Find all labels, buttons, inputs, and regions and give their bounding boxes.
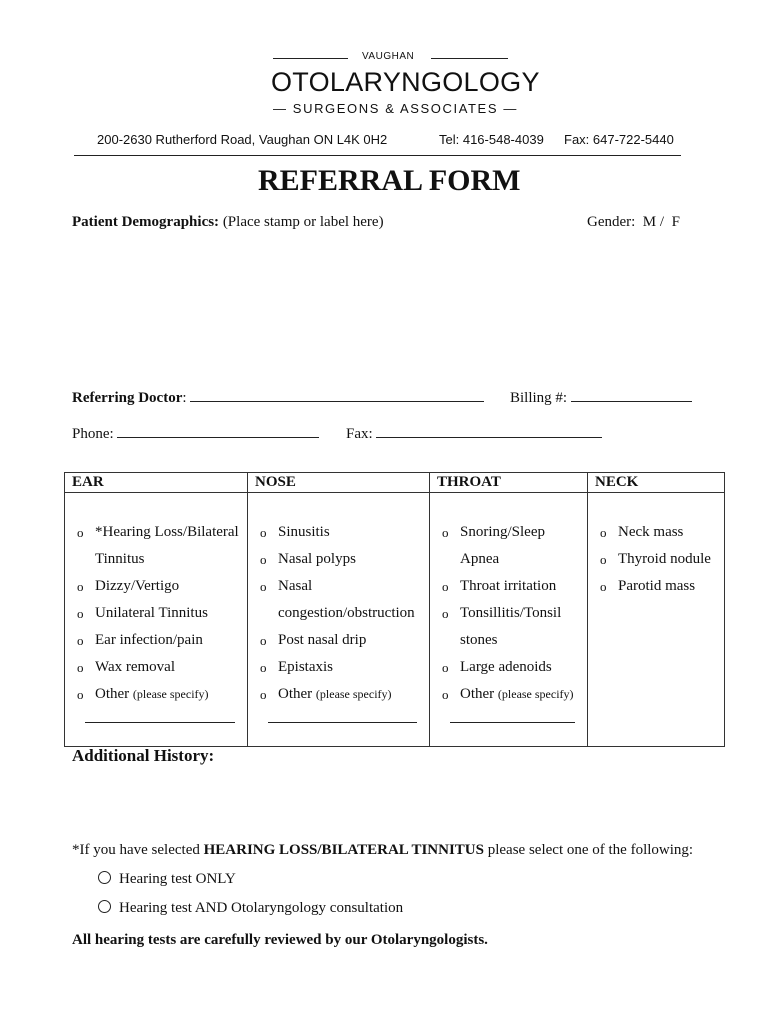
checkbox-icon[interactable]: o bbox=[600, 552, 607, 567]
billing-line bbox=[510, 389, 692, 407]
symptom-table bbox=[64, 472, 725, 747]
option-throat-other[interactable]: o Other (please specify) bbox=[442, 681, 583, 708]
additional-history-area[interactable] bbox=[72, 770, 692, 834]
option-parotid-mass[interactable]: o Parotid mass bbox=[600, 573, 720, 600]
header-nose: NOSE bbox=[248, 473, 430, 493]
ear-other-field[interactable] bbox=[85, 722, 235, 723]
billing-label: Billing #: bbox=[510, 390, 568, 406]
fax-label: Fax: bbox=[346, 426, 373, 442]
table-header-row bbox=[65, 473, 725, 493]
throat-other-field[interactable] bbox=[450, 722, 575, 723]
address-text: 200-2630 Rutherford Road, Vaughan ON L4K 0H2 bbox=[97, 132, 388, 147]
option-epistaxis[interactable]: o Epistaxis bbox=[260, 654, 425, 681]
phone-text: Tel: 416-548-4039 bbox=[439, 132, 544, 147]
header-divider bbox=[74, 155, 681, 156]
option-hearing-loss[interactable]: o *Hearing Loss/Bilateral Tinnitus bbox=[77, 519, 243, 573]
header-neck: NECK bbox=[588, 473, 725, 493]
hearing-instruction: *If you have selected HEARING LOSS/BILATERAL TINNITUS please select one of the following: bbox=[72, 842, 694, 858]
option-post-nasal-drip[interactable]: o Post nasal drip bbox=[260, 627, 425, 654]
logo-top-word: VAUGHAN bbox=[362, 51, 415, 62]
checkbox-icon[interactable]: o bbox=[77, 660, 84, 675]
logo-rule-left bbox=[273, 58, 348, 59]
checkbox-icon[interactable]: o bbox=[442, 579, 449, 594]
checkbox-icon[interactable]: o bbox=[77, 687, 84, 702]
phone-field[interactable] bbox=[117, 425, 319, 438]
gender-field[interactable]: Gender: M / F bbox=[587, 214, 680, 230]
billing-field[interactable] bbox=[571, 389, 692, 402]
option-unilateral-tinnitus[interactable]: o Unilateral Tinnitus bbox=[77, 600, 243, 627]
checkbox-icon[interactable]: o bbox=[442, 687, 449, 702]
radio-circle-icon[interactable] bbox=[98, 871, 111, 884]
patient-demographics-hint: (Place stamp or label here) bbox=[222, 214, 384, 230]
ear-column bbox=[65, 493, 248, 747]
header-throat: THROAT bbox=[430, 473, 588, 493]
checkbox-icon[interactable]: o bbox=[600, 579, 607, 594]
option-throat-irritation[interactable]: o Throat irritation bbox=[442, 573, 583, 600]
referring-doctor-label: Referring Doctor bbox=[72, 390, 183, 406]
checkbox-icon[interactable]: o bbox=[77, 633, 84, 648]
checkbox-icon[interactable]: o bbox=[260, 579, 267, 594]
checkbox-icon[interactable]: o bbox=[77, 606, 84, 621]
option-snoring-sleep-apnea[interactable]: o Snoring/Sleep Apnea bbox=[442, 519, 583, 573]
nose-other-field[interactable] bbox=[268, 722, 417, 723]
patient-demographics-label: Patient Demographics: bbox=[72, 214, 220, 230]
option-hearing-test-only[interactable]: Hearing test ONLY bbox=[98, 871, 236, 888]
option-ear-infection[interactable]: o Ear infection/pain bbox=[77, 627, 243, 654]
patient-stamp-area[interactable] bbox=[72, 236, 692, 376]
referring-doctor-line: Referring Doctor: bbox=[72, 389, 484, 407]
additional-history-label: Additional History: bbox=[72, 746, 215, 765]
fax-line bbox=[346, 425, 602, 443]
table-body-row bbox=[65, 493, 725, 747]
fax-text: Fax: 647-722-5440 bbox=[564, 132, 674, 147]
neck-column bbox=[588, 493, 725, 747]
checkbox-icon[interactable]: o bbox=[260, 552, 267, 567]
checkbox-icon[interactable]: o bbox=[260, 687, 267, 702]
nose-column bbox=[248, 493, 430, 747]
fax-field[interactable] bbox=[376, 425, 602, 438]
header-ear: EAR bbox=[65, 473, 248, 493]
option-nasal-congestion[interactable]: o Nasal congestion/obstruction bbox=[260, 573, 425, 627]
hearing-footer-note: All hearing tests are carefully reviewed by our Otolaryngologists. bbox=[72, 932, 488, 948]
option-nose-other[interactable]: o Other (please specify) bbox=[260, 681, 425, 708]
option-sinusitis[interactable]: o Sinusitis bbox=[260, 519, 425, 546]
logo-main-word: OTOLARYNGOLOGY bbox=[271, 67, 540, 97]
option-ear-other[interactable]: o Other (please specify) bbox=[77, 681, 243, 708]
checkbox-icon[interactable]: o bbox=[77, 579, 84, 594]
option-dizzy-vertigo[interactable]: o Dizzy/Vertigo bbox=[77, 573, 243, 600]
checkbox-icon[interactable]: o bbox=[600, 525, 607, 540]
checkbox-icon[interactable]: o bbox=[260, 525, 267, 540]
option-nasal-polyps[interactable]: o Nasal polyps bbox=[260, 546, 425, 573]
option-wax-removal[interactable]: o Wax removal bbox=[77, 654, 243, 681]
throat-column bbox=[430, 493, 588, 747]
checkbox-icon[interactable]: o bbox=[442, 525, 449, 540]
option-large-adenoids[interactable]: o Large adenoids bbox=[442, 654, 583, 681]
referring-doctor-field[interactable] bbox=[190, 389, 484, 402]
option-hearing-test-and-consult[interactable]: Hearing test AND Otolaryngology consultation bbox=[98, 900, 403, 917]
checkbox-icon[interactable]: o bbox=[442, 606, 449, 621]
option-thyroid-nodule[interactable]: o Thyroid nodule bbox=[600, 546, 720, 573]
phone-label: Phone: bbox=[72, 426, 114, 442]
page-title: REFERRAL FORM bbox=[258, 164, 521, 197]
checkbox-icon[interactable]: o bbox=[260, 660, 267, 675]
logo-sub-word: — SURGEONS & ASSOCIATES — bbox=[273, 101, 518, 116]
checkbox-icon[interactable]: o bbox=[442, 660, 449, 675]
patient-demographics-line bbox=[72, 214, 384, 231]
phone-line bbox=[72, 425, 319, 443]
checkbox-icon[interactable]: o bbox=[260, 633, 267, 648]
logo-rule-right bbox=[431, 58, 508, 59]
option-tonsillitis[interactable]: o Tonsillitis/Tonsil stones bbox=[442, 600, 583, 654]
checkbox-icon[interactable]: o bbox=[77, 525, 84, 540]
option-neck-mass[interactable]: o Neck mass bbox=[600, 519, 720, 546]
radio-circle-icon[interactable] bbox=[98, 900, 111, 913]
